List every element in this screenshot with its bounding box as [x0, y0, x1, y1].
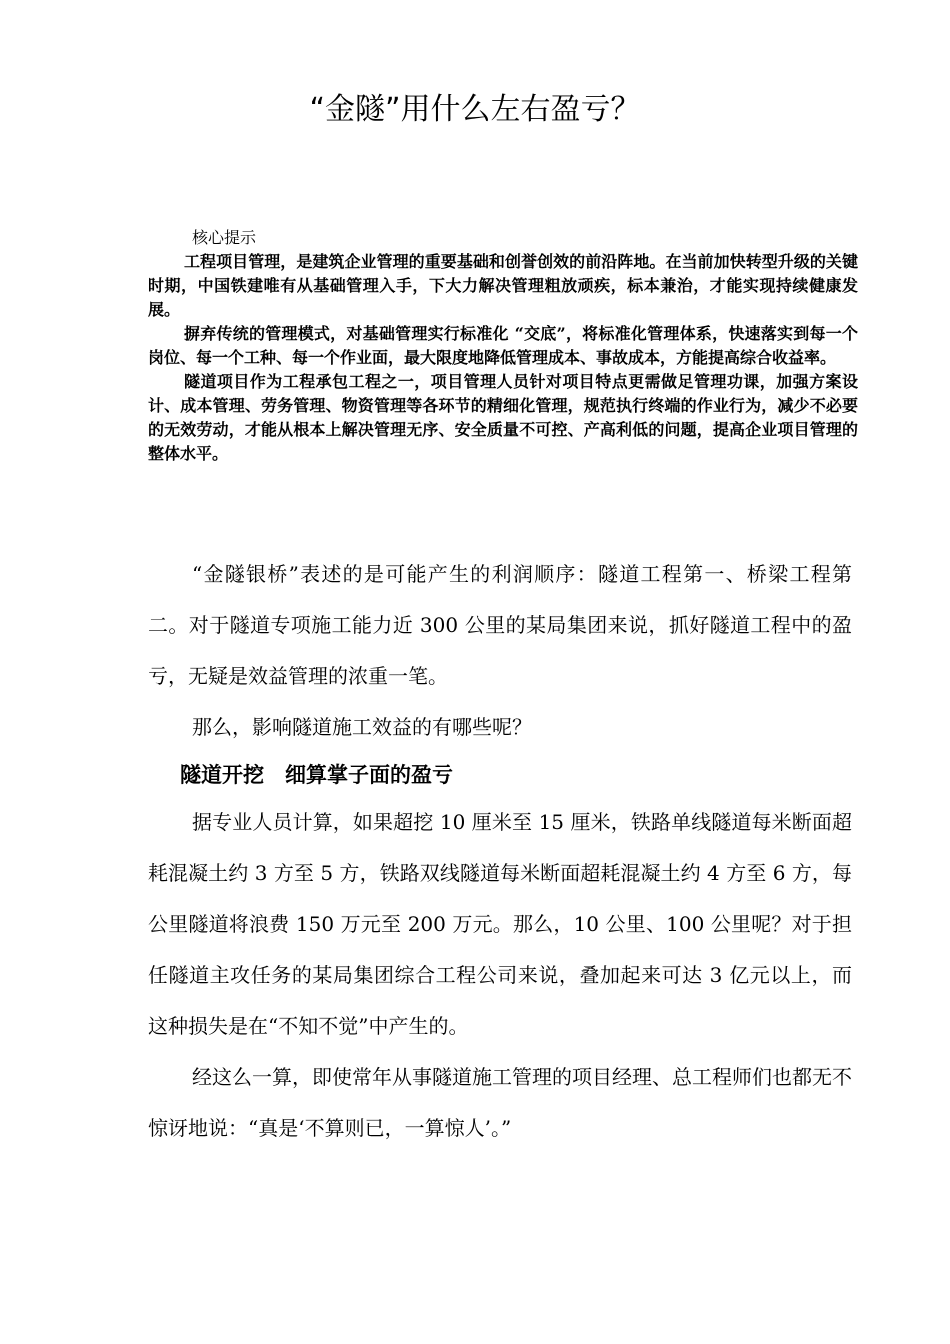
- core-summary-box: [148, 226, 858, 466]
- core-summary-label: 核心提示: [192, 228, 257, 247]
- body-paragraph: 经这么一算，即使常年从事隧道施工管理的项目经理、总工程师们也都无不惊讶地说：“真是‘不算则已，一算惊人’。”: [148, 1065, 852, 1140]
- section-heading: 隧道开挖 细算掌子面的盈亏: [180, 763, 453, 787]
- document-title: “金隧”用什么左右盈亏？: [309, 92, 641, 127]
- summary-paragraph: 摒弃传统的管理模式，对基础管理实行标准化 “交底”，将标准化管理体系，快速落实到每一个岗位、每一个工种、每一个作业面，最大限度地降低管理成本、事故成本，方能提高综合收益率。: [148, 324, 858, 367]
- summary-paragraph: 工程项目管理，是建筑企业管理的重要基础和创誉创效的前沿阵地。在当前加快转型升级的关键时期，中国铁建唯有从基础管理入手，下大力解决管理粗放顽疾，标本兼治，才能实现持续健康发展。: [148, 252, 858, 319]
- body-paragraph: 那么，影响隧道施工效益的有哪些呢？: [192, 715, 532, 739]
- summary-paragraph: 隧道项目作为工程承包工程之一，项目管理人员针对项目特点更需做足管理功课，加强方案设计、成本管理、劳务管理、物资管理等各环节的精细化管理，规范执行终端的作业行为，减少不必要的无效劳动，才能从根本上解决管理无序、安全质量不可控、产高利低的问题，提高企业项目管理的整体水平。: [148, 372, 858, 463]
- body-paragraph: “金隧银桥”表述的是可能产生的利润顺序：隧道工程第一、桥梁工程第二。对于隧道专项施工能力近 300 公里的某局集团来说，抓好隧道工程中的盈亏，无疑是效益管理的浓重一笔。: [148, 562, 852, 688]
- article-body: [148, 549, 852, 1154]
- body-paragraph: 据专业人员计算，如果超挖 10 厘米至 15 厘米，铁路单线隧道每米断面超耗混凝土约 3 方至 5 方，铁路双线隧道每米断面超耗混凝土约 4 方至 6 方，每公里隧道将浪费 150 万元至 200 万元。那么，10 公里、100 公里呢？对于担任隧道主攻任务的某局集团综合工程公司来说，叠加起来可达 3 亿元以上，而这种损失是在“不知不觉”中产生的。: [148, 810, 852, 1038]
